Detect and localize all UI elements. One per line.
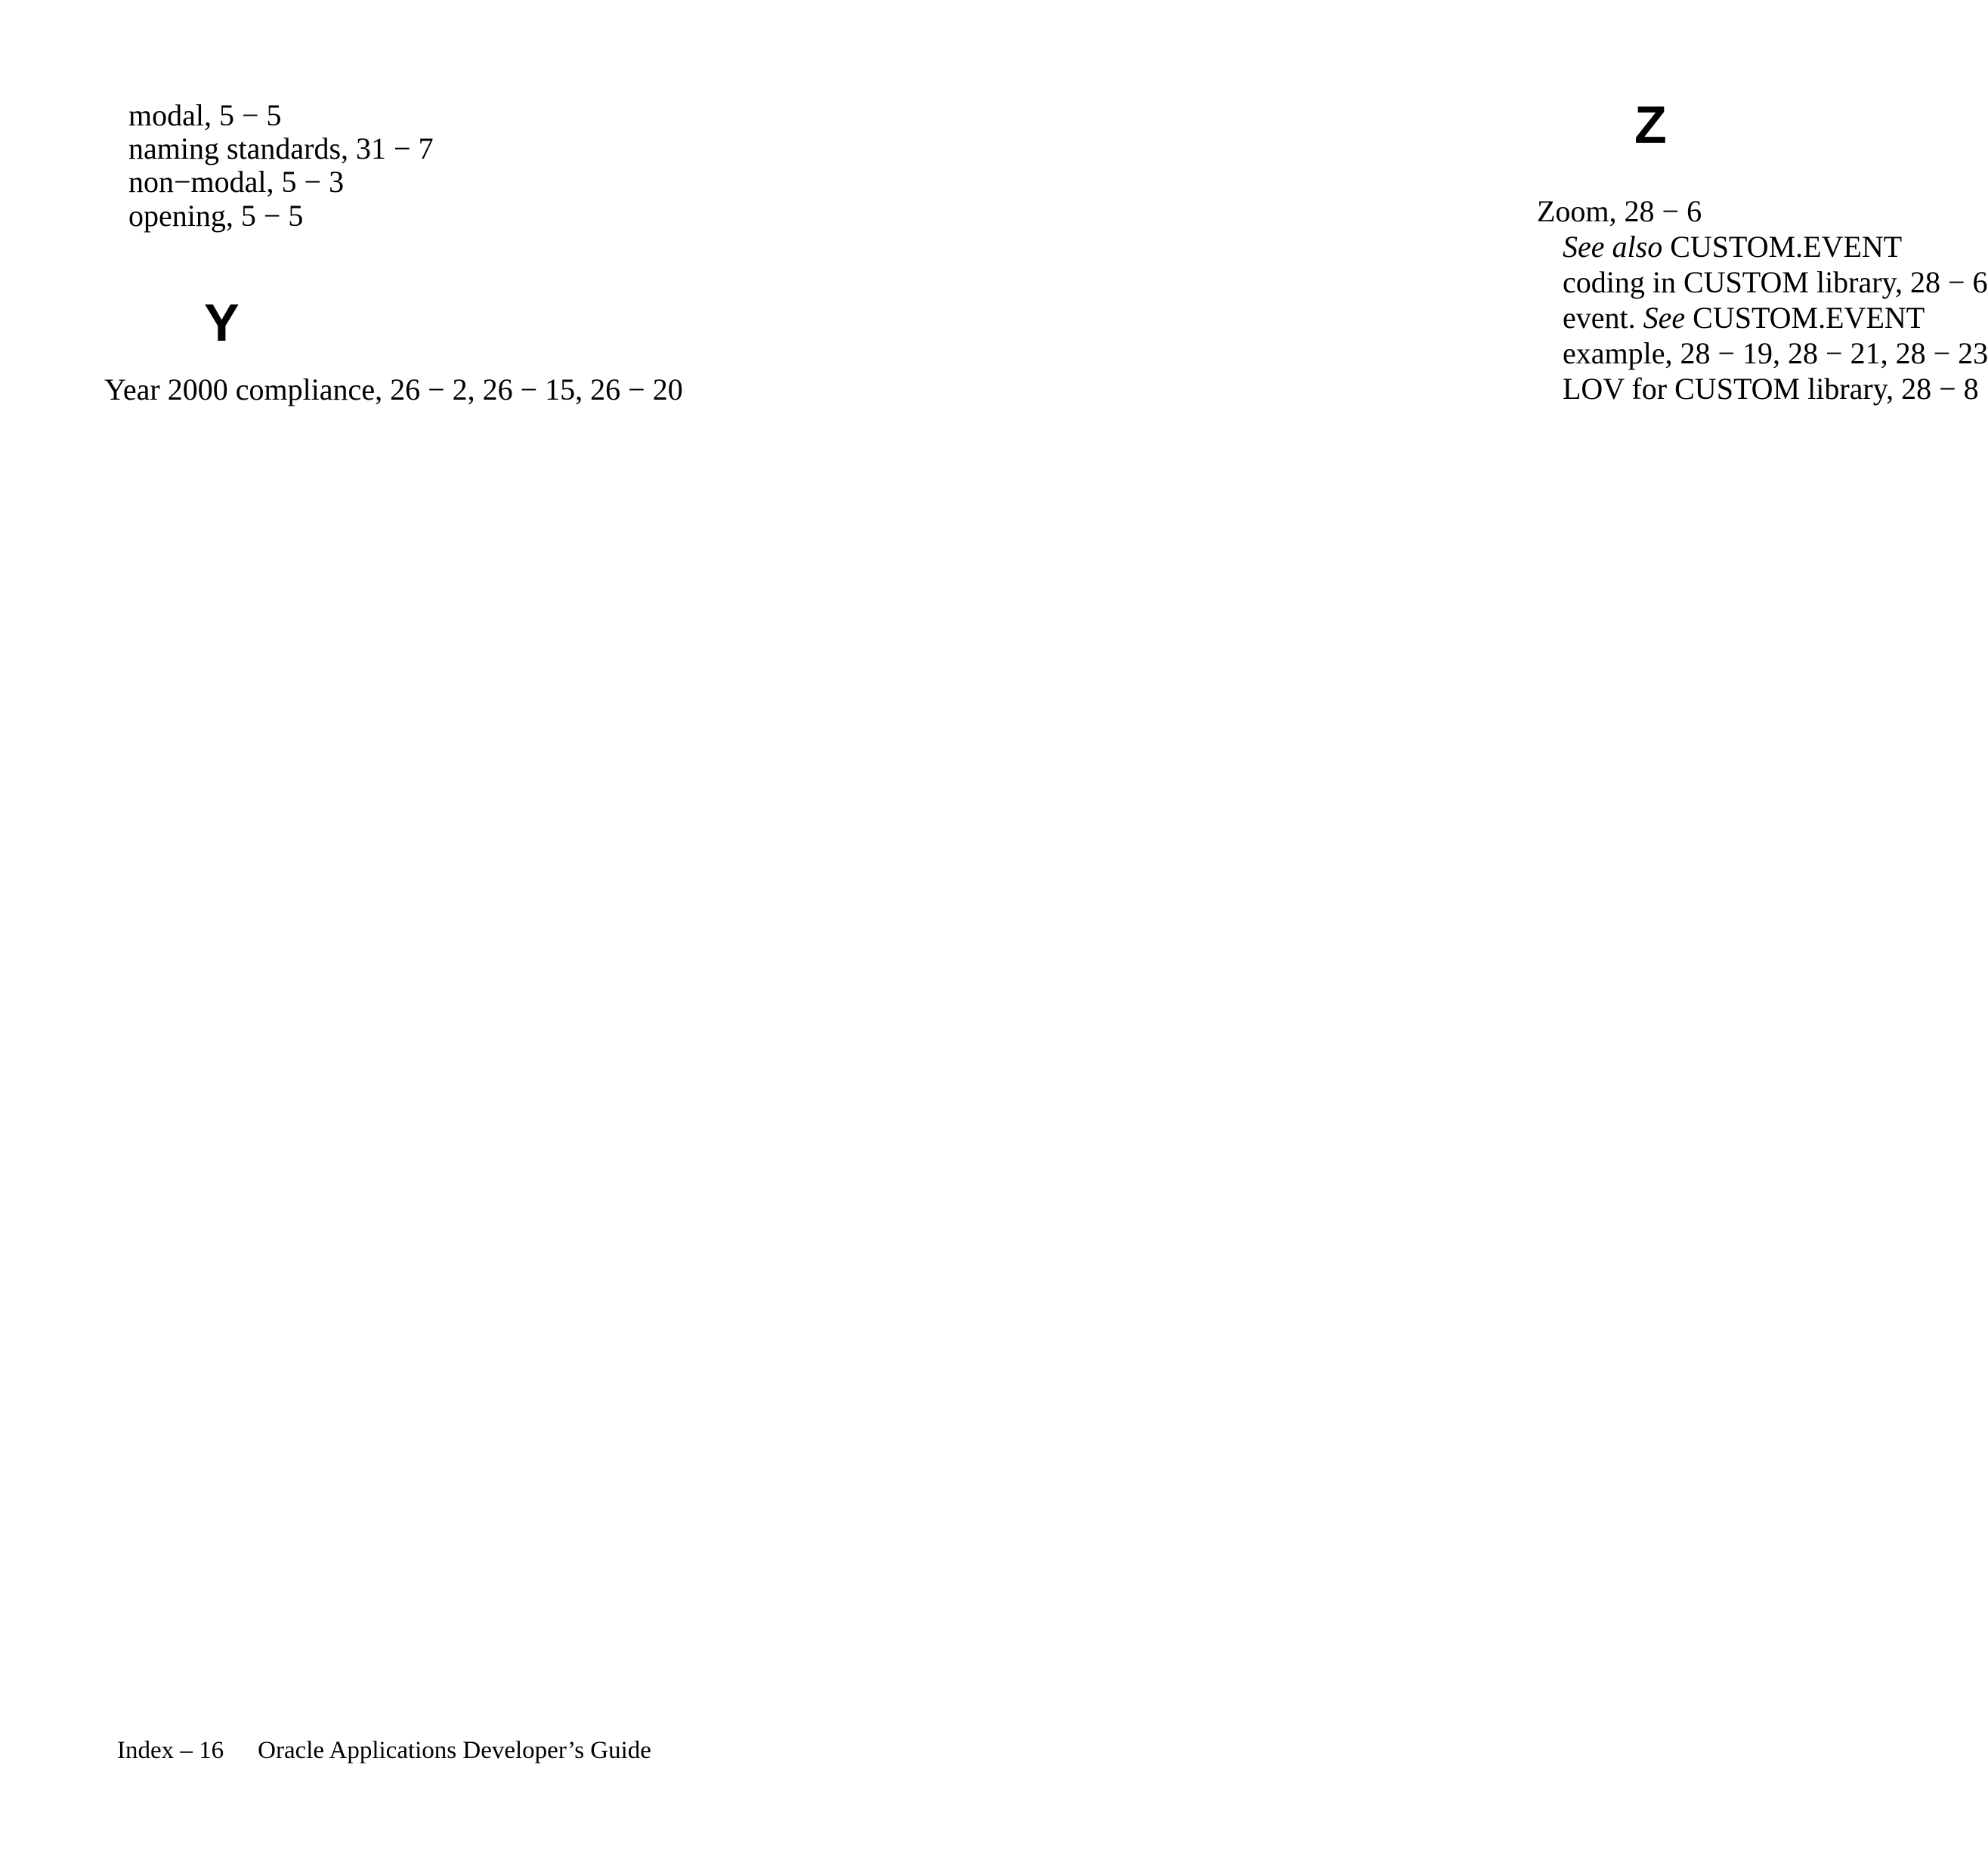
index-subentry-non-modal: non−modal, 5 − 3 (128, 165, 345, 199)
footer-page-number: Index – 16 (117, 1737, 224, 1764)
index-subentry-opening: opening, 5 − 5 (128, 199, 304, 233)
section-heading-y: Y (204, 293, 240, 352)
section-heading-z: Z (1634, 95, 1667, 154)
index-entry-zoom: Zoom, 28 − 6 (1537, 194, 1702, 228)
index-subentry-event (1563, 300, 1925, 335)
index-subentry-see-also (1563, 229, 1902, 264)
see-also-target: CUSTOM.EVENT (1662, 230, 1903, 264)
event-target: CUSTOM.EVENT (1685, 301, 1925, 335)
index-entry-year-2000: Year 2000 compliance, 26 − 2, 26 − 15, 26 − 20 (104, 372, 683, 406)
index-subentry-lov: LOV for CUSTOM library, 28 − 8 (1563, 372, 1979, 406)
index-subentry-modal: modal, 5 − 5 (128, 98, 282, 132)
event-see-label: See (1643, 301, 1686, 335)
footer-book-title: Oracle Applications Developer’s Guide (258, 1737, 651, 1764)
index-subentry-example: example, 28 − 19, 28 − 21, 28 − 23 (1563, 336, 1988, 370)
see-also-label: See also (1563, 230, 1663, 264)
event-prefix: event. (1563, 301, 1643, 335)
page-footer (117, 1735, 651, 1766)
index-subentry-naming-standards: naming standards, 31 − 7 (128, 131, 434, 165)
index-subentry-coding: coding in CUSTOM library, 28 − 6 (1563, 265, 1988, 299)
